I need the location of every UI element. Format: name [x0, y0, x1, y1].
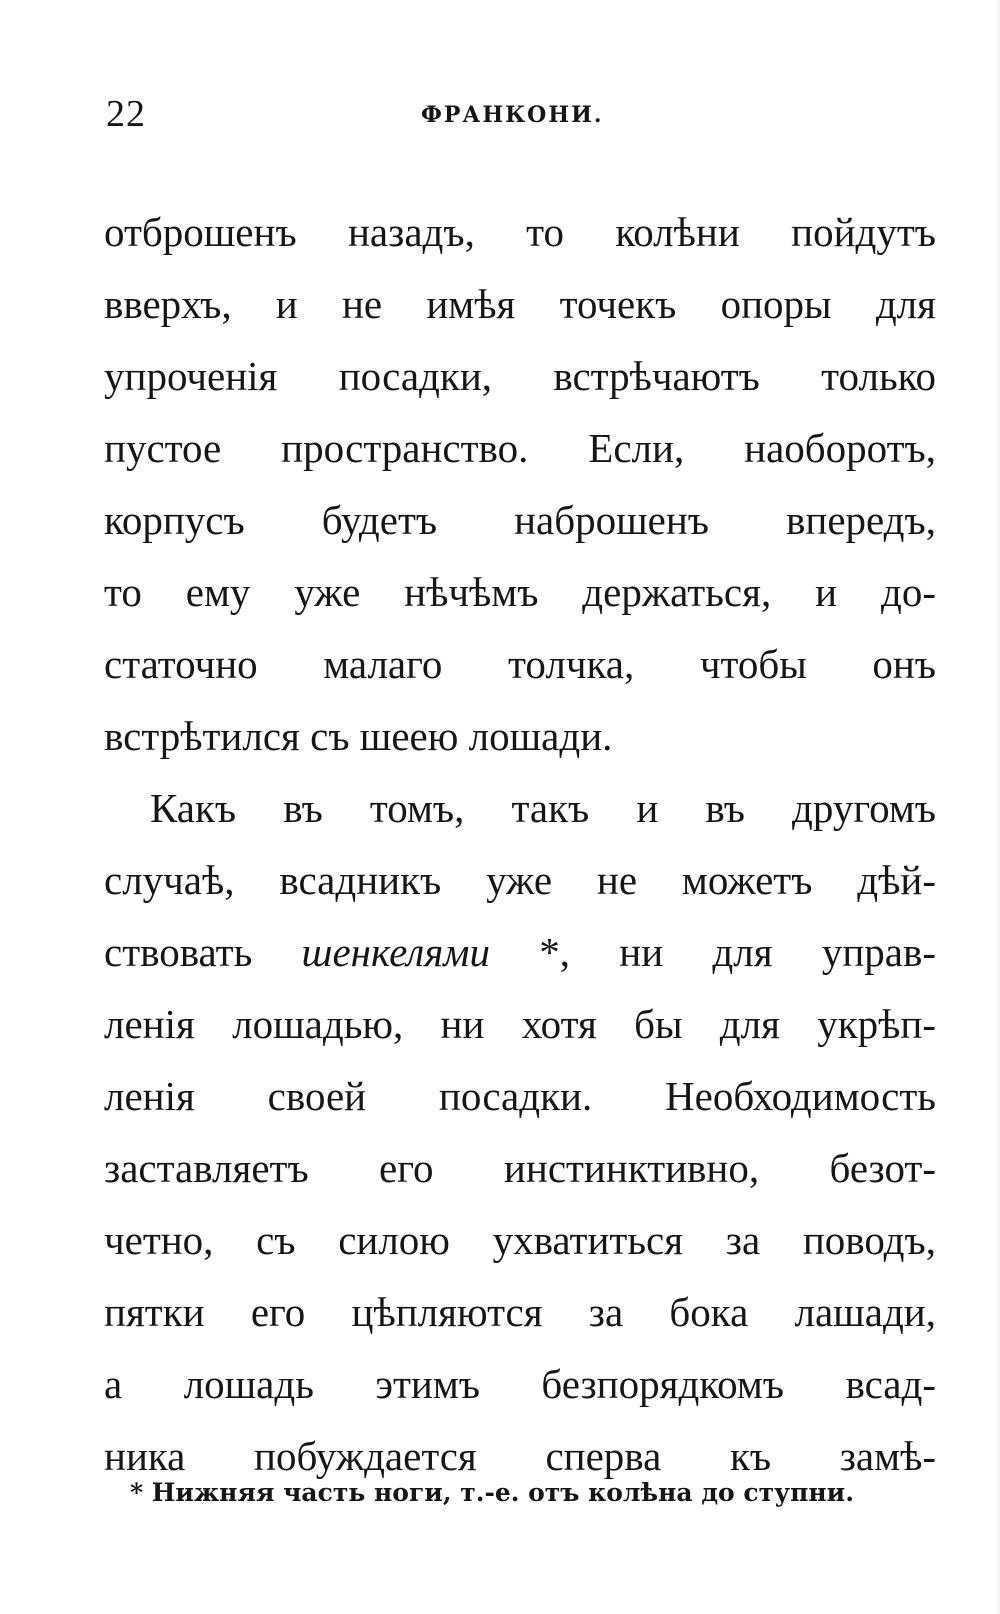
footnote: * Нижняя часть ноги, т.-е. отъ колѣна до ступни. [130, 1478, 854, 1507]
text-line: а лошадь этимъ безпорядкомъ всад- [104, 1361, 936, 1407]
running-title: ФРАНКОНИ. [421, 102, 604, 128]
text-line: то ему уже нѣчѣмъ держаться, и до- [104, 569, 936, 615]
text-line: четно, съ силою ухватиться за поводъ, [104, 1217, 936, 1263]
page-number: 22 [106, 93, 146, 135]
paragraph-start-line: Какъ въ томъ, такъ и въ другомъ [150, 785, 936, 831]
text-segment: ствовать [104, 929, 302, 975]
text-line-with-italic [104, 916, 936, 988]
text-line: статочно малаго толчка, чтобы онъ [104, 641, 936, 687]
text-line: случаѣ, всадникъ уже не можетъ дѣй- [104, 857, 936, 903]
body-text [104, 196, 936, 1492]
page-header [106, 92, 936, 142]
text-line: вверхъ, и не имѣя точекъ опоры для [104, 281, 936, 327]
text-line: отброшенъ назадъ, то колѣни пойдутъ [104, 209, 936, 255]
text-line: встрѣтился съ шеею лошади. [104, 713, 613, 759]
text-line: ленія лошадью, ни хотя бы для укрѣп- [104, 1001, 936, 1047]
text-line: заставляетъ его инстинктивно, безот- [104, 1145, 936, 1191]
italic-term: шенкелями [301, 929, 490, 975]
text-line: пятки его цѣпляются за бока лашади, [104, 1289, 936, 1335]
scan-edge-shadow [996, 0, 1000, 1614]
text-line: ника побуждается сперва къ замѣ- [104, 1433, 936, 1479]
text-segment: *, ни для управ- [489, 929, 936, 975]
text-line: ленія своей посадки. Необходимость [104, 1073, 936, 1119]
text-line: пустое пространство. Если, наоборотъ, [104, 425, 936, 471]
text-line: корпусъ будетъ наброшенъ впередъ, [104, 497, 936, 543]
text-line: упроченія посадки, встрѣчаютъ только [104, 353, 936, 399]
